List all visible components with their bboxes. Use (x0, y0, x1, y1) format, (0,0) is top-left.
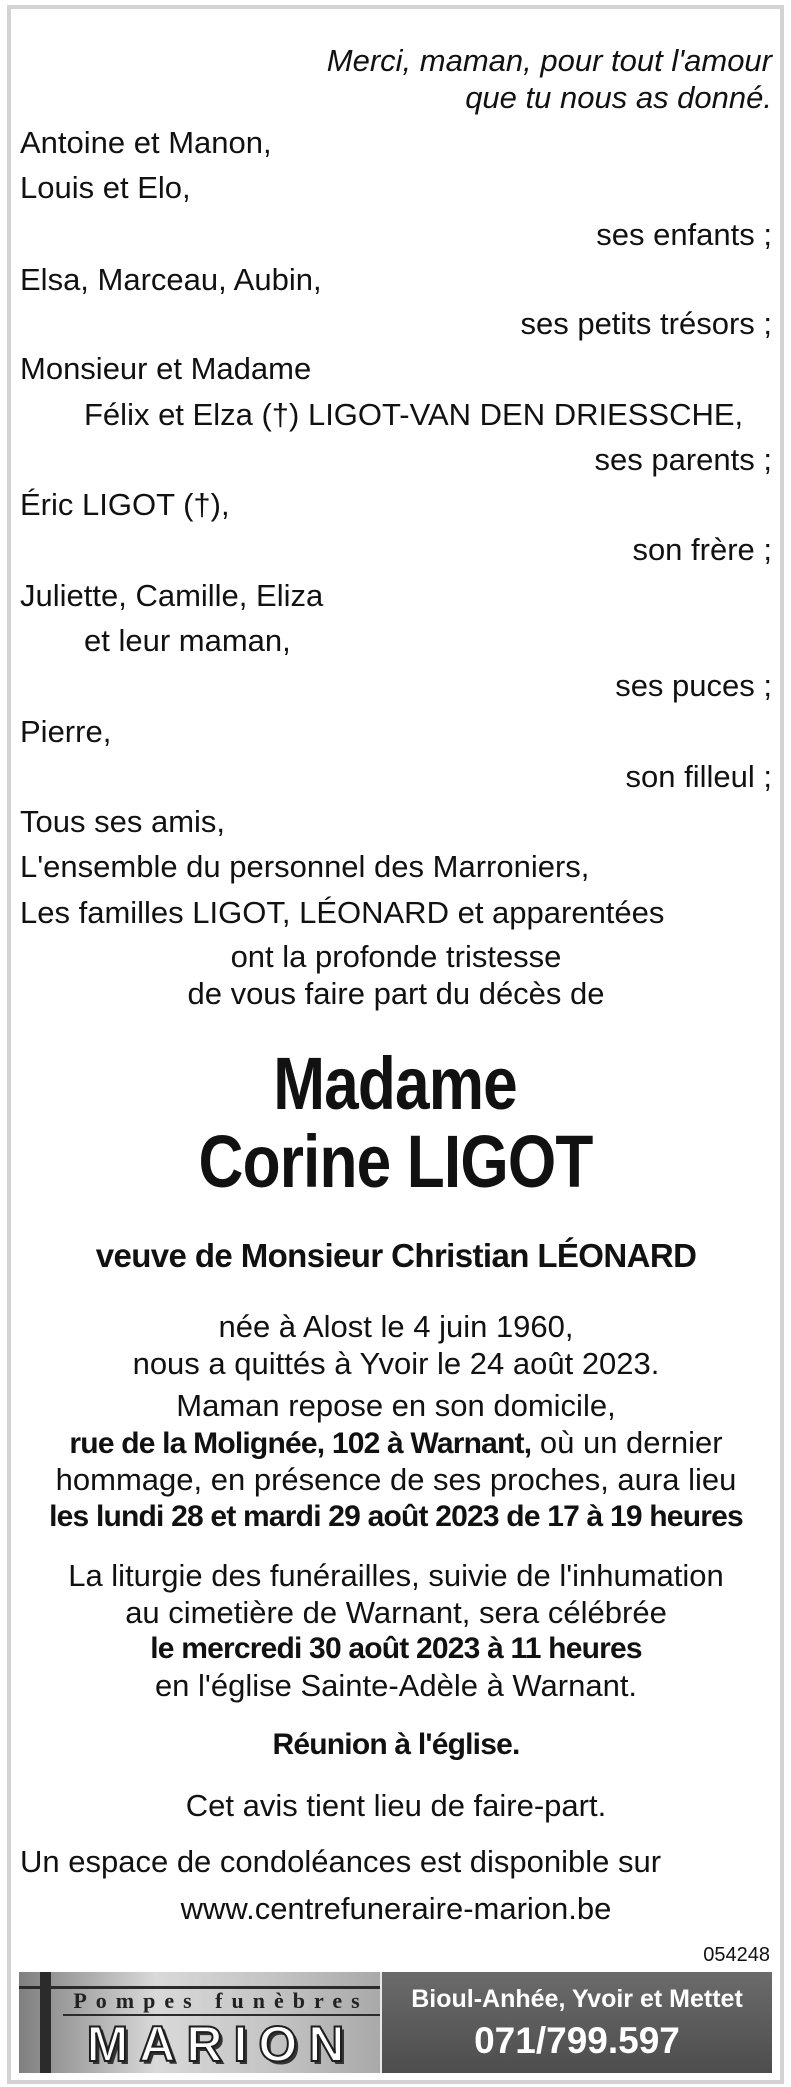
family-name-line: Louis et Elo, (20, 170, 191, 205)
funeral-home-logo (19, 1972, 380, 2073)
logo-cross-bar (40, 1972, 51, 2073)
family-relation: son frère ; (632, 532, 772, 567)
condolences-text: Un espace de condoléances est disponible sur (20, 1844, 662, 1879)
family-name-line: et leur maman, (84, 623, 291, 658)
brand-name: MARION (86, 2016, 356, 2072)
visitation-address-tail: où un dernier (531, 1425, 723, 1460)
notice-note: Cet avis tient lieu de faire-part. (185, 1788, 607, 1823)
deceased-title (0, 1044, 791, 1124)
visitation-homage: hommage, en présence de ses proches, aura lieu (55, 1462, 737, 1497)
condolences-website: www.centrefuneraire-marion.be (180, 1891, 612, 1926)
family-relation: ses enfants ; (596, 217, 772, 252)
others-line: L'ensemble du personnel des Marroniers, (20, 849, 590, 884)
reference-number: 054248 (703, 1944, 770, 1966)
widow-of: veuve de Monsieur Christian LÉONARD (95, 1237, 697, 1274)
family-name-line: Éric LIGOT (†), (20, 487, 230, 522)
family-name-line: Félix et Elza (†) LIGOT-VAN DEN DRIESSCHE, (84, 397, 744, 432)
family-name-line: Antoine et Manon, (20, 125, 272, 160)
announcement-line-1: ont la profonde tristesse (230, 939, 562, 974)
family-name-line: Monsieur et Madame (20, 351, 312, 386)
locations: Bioul-Anhée, Yvoir et Mettet (411, 1985, 743, 2013)
family-relation: ses parents ; (594, 442, 772, 477)
announcement-line-2: de vous faire part du décès de (187, 976, 605, 1011)
visitation-schedule: les lundi 28 et mardi 29 août 2023 de 17 à 19 heures (49, 1500, 743, 1533)
epigraph-line-2: que tu nous as donné. (465, 80, 772, 115)
family-relation: son filleul ; (625, 759, 772, 794)
family-relation: ses puces ; (615, 668, 772, 703)
others-line: Les familles LIGOT, LÉONARD et apparentées (20, 895, 665, 930)
visitation-address: rue de la Molignée, 102 à Warnant, (69, 1427, 532, 1460)
funeral-datetime: le mercredi 30 août 2023 à 11 heures (150, 1632, 642, 1665)
deceased-title-text: Madame (273, 1042, 518, 1125)
family-name-line: Pierre, (20, 714, 112, 749)
brand-top: Pompes funèbres (73, 1988, 369, 2013)
family-name-line: Juliette, Camille, Eliza (20, 578, 324, 613)
meeting-note: Réunion à l'église. (272, 1728, 520, 1761)
funeral-line-2: au cimetière de Warnant, sera célébrée (125, 1595, 667, 1630)
contact-panel (380, 1972, 772, 2073)
funeral-line-1: La liturgie des funérailles, suivie de l'inhumation (68, 1558, 724, 1593)
epigraph-line-1: Merci, maman, pour tout l'amour (326, 43, 772, 78)
funeral-place: en l'église Sainte-Adèle à Warnant. (154, 1668, 638, 1703)
family-relation: ses petits trésors ; (520, 306, 772, 341)
funeral-home-banner (19, 1972, 772, 2073)
deceased-name (0, 1122, 791, 1202)
birth-line: née à Alost le 4 juin 1960, (218, 1309, 574, 1344)
death-line: nous a quittés à Yvoir le 24 août 2023. (132, 1346, 660, 1381)
family-name-line: Elsa, Marceau, Aubin, (20, 262, 322, 297)
visitation-intro: Maman repose en son domicile, (176, 1388, 616, 1423)
deceased-name-text: Corine LIGOT (198, 1120, 593, 1203)
others-line: Tous ses amis, (20, 804, 226, 839)
phone-number: 071/799.597 (474, 2020, 680, 2061)
